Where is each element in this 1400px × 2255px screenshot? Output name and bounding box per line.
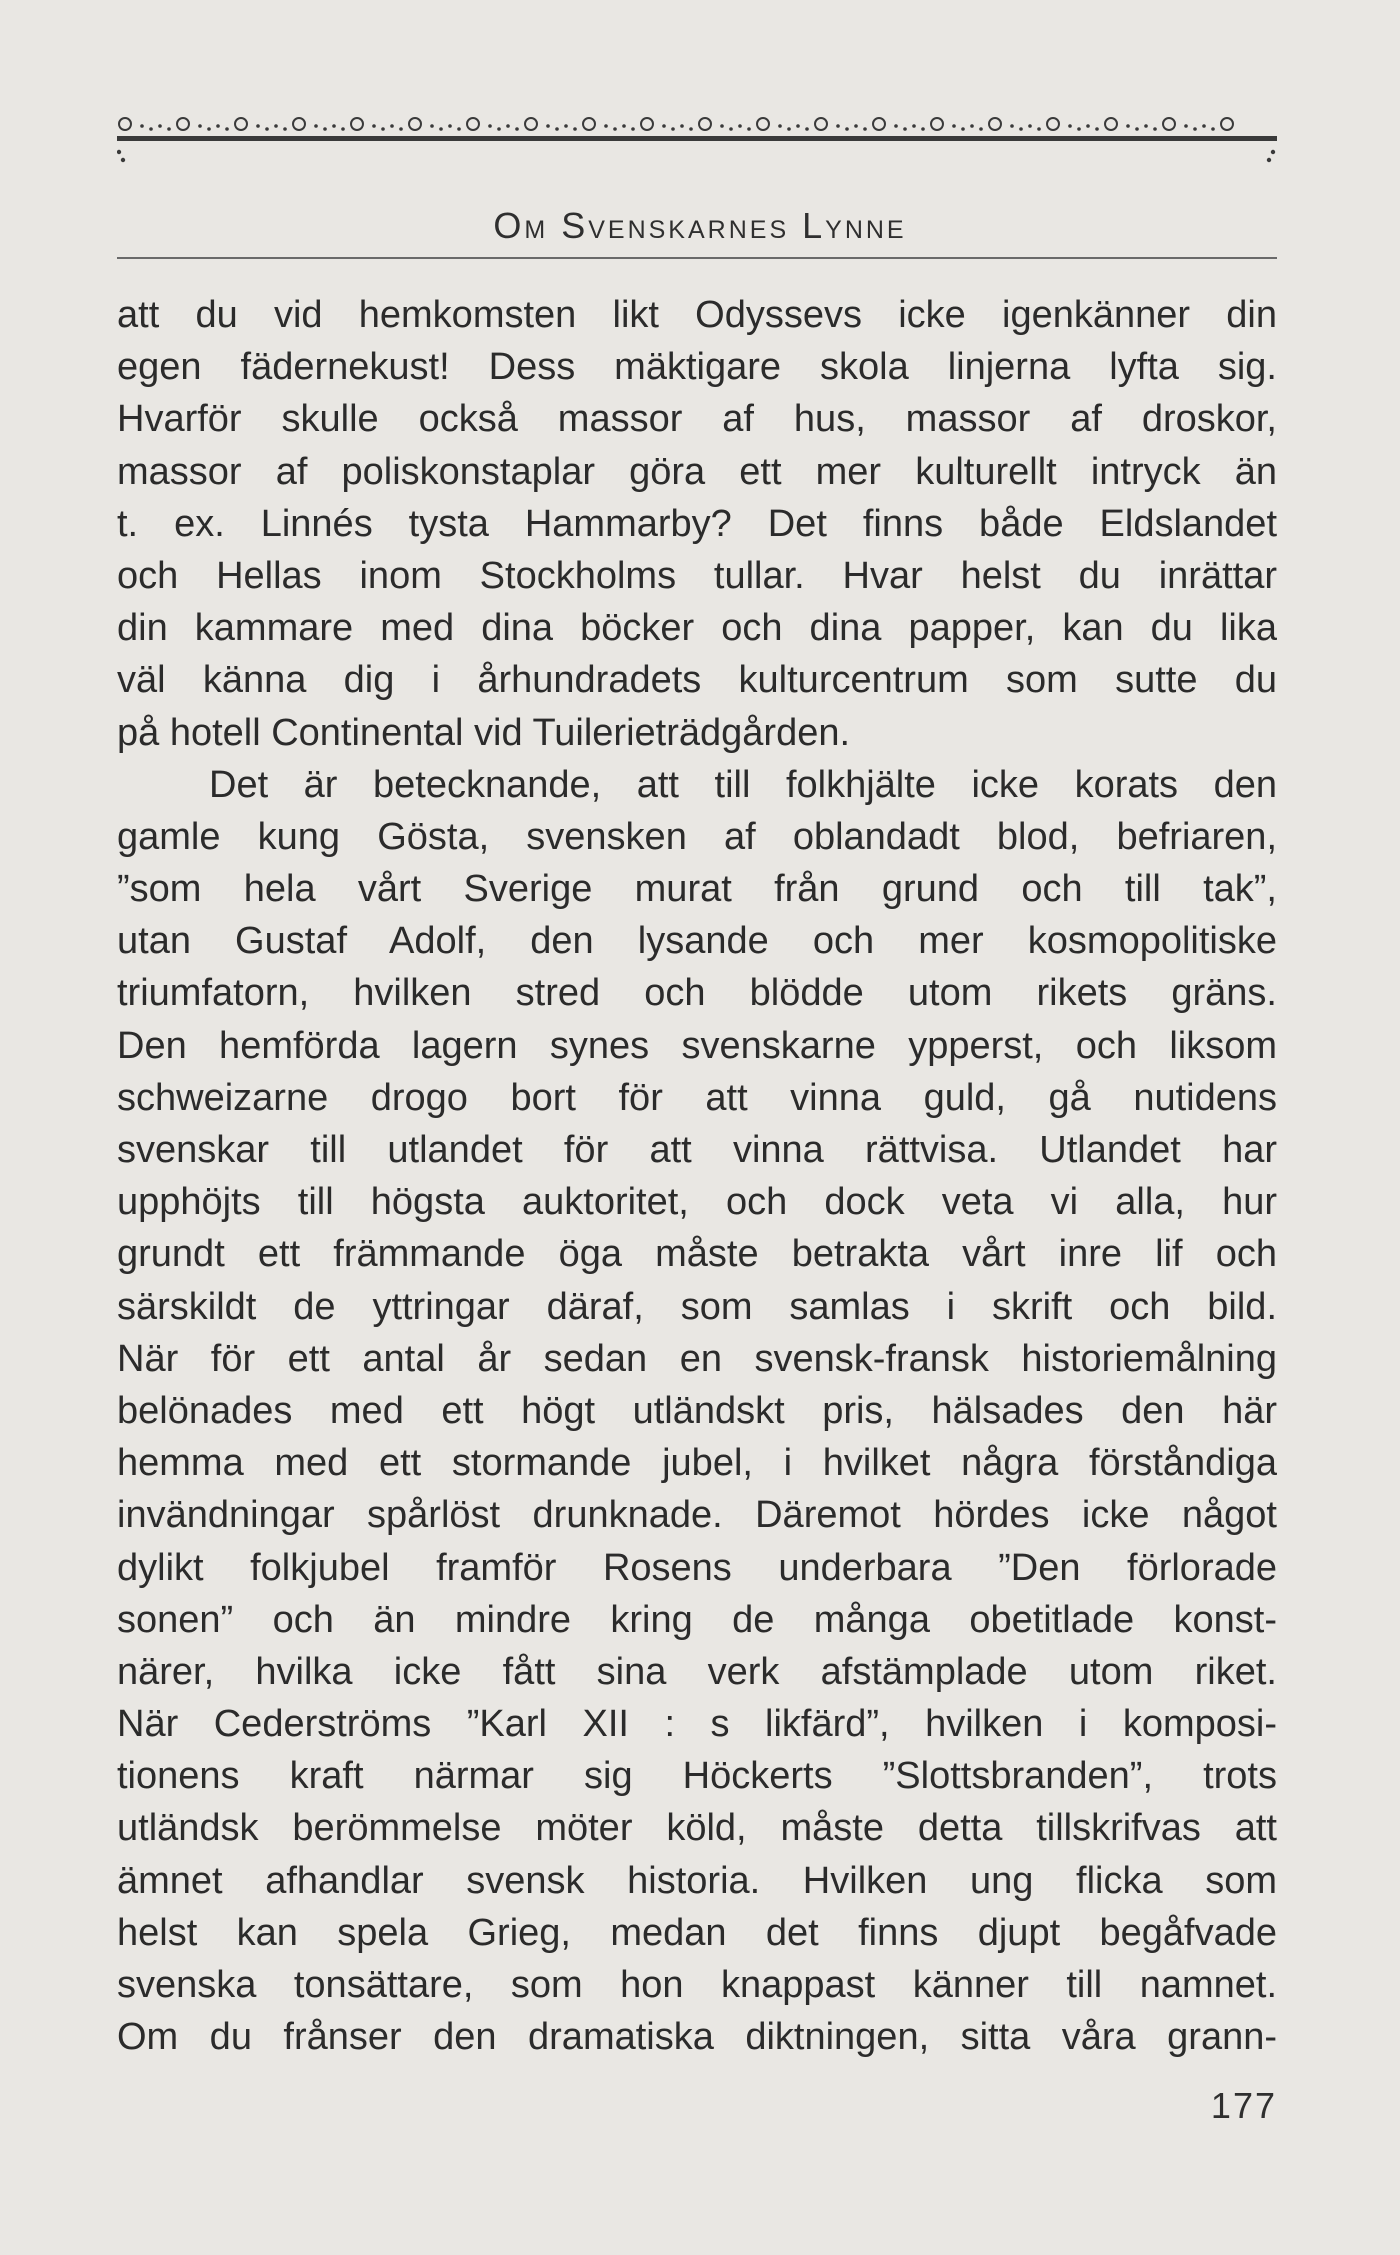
text-line: egen fädernekust! Dess mäktigare skola linjerna lyfta sig. <box>117 346 1277 389</box>
ornament-dot <box>1019 127 1023 131</box>
text-line: invändningar spårlöst drunknade. Däremot hördes icke något <box>117 1494 1277 1537</box>
ornament-dot <box>573 127 577 131</box>
ornament-dot <box>564 124 568 128</box>
ornament-dot <box>1028 124 1032 128</box>
ornament-dot <box>1153 127 1157 131</box>
body-text <box>117 289 1277 2063</box>
ornament-dot <box>274 124 278 128</box>
ornament-dot <box>555 127 559 131</box>
text-line: utländsk berömmelse möter köld, måste detta tillskrifvas att <box>117 1807 1277 1850</box>
ornament-ring <box>815 118 827 130</box>
text-line: på hotell Continental vid Tuilerieträdgården. <box>117 711 851 754</box>
ornament-dot <box>912 124 916 128</box>
ornament-dot <box>854 124 858 128</box>
ornament-dot <box>631 127 635 131</box>
ornament-dot <box>1077 127 1081 131</box>
text-line: väl känna dig i århundradets kulturcentrum som sutte du <box>117 659 1277 702</box>
ornament-dot <box>1010 124 1014 128</box>
text-line: utan Gustaf Adolf, den lysande och mer kosmopolitiske <box>117 920 1277 963</box>
ornament-dot <box>622 124 626 128</box>
ornament-ring <box>641 118 653 130</box>
text-line: ämnet afhandlar svensk historia. Hvilken ung flicka som <box>117 1859 1277 1902</box>
decorative-header-border <box>117 108 1277 170</box>
text-line: När för ett antal år sedan en svensk-fransk historiemålning <box>117 1337 1277 1380</box>
ornament-dot <box>332 124 336 128</box>
ornament-ring <box>1047 118 1059 130</box>
text-line: Hvarför skulle också massor af hus, massor af droskor, <box>117 398 1277 441</box>
ornament-ring <box>351 118 363 130</box>
text-line: din kammare med dina böcker och dina papper, kan du lika <box>117 607 1277 650</box>
text-line: schweizarne drogo bort för att vinna guld, gå nutidens <box>117 1076 1277 1119</box>
text-line: att du vid hemkomsten likt Odyssevs icke igenkänner din <box>117 294 1277 336</box>
header-rule <box>117 257 1277 259</box>
ornament-dot <box>323 127 327 131</box>
ornament-ring <box>757 118 769 130</box>
text-line: svenskar till utlandet för att vinna rättvisa. Utlandet har <box>117 1129 1277 1171</box>
ornament-dot <box>457 127 461 131</box>
ornament-ring <box>525 118 537 130</box>
text-line: triumfatorn, hvilken stred och blödde utom rikets gräns. <box>117 972 1277 1015</box>
ornament-ring <box>931 118 943 130</box>
ornament-dot <box>140 124 144 128</box>
ornament-dot <box>399 127 403 131</box>
ornament-dot <box>381 127 385 131</box>
ornament-dot <box>613 127 617 131</box>
ornament-dot <box>158 124 162 128</box>
ornament-dot <box>216 124 220 128</box>
ornament-ring <box>583 118 595 130</box>
ornament-ring <box>409 118 421 130</box>
ornament-dot <box>738 124 742 128</box>
ornament-dot <box>863 127 867 131</box>
text-line: Om du frånser den dramatiska diktningen, sitta våra grann- <box>117 2016 1277 2059</box>
ornament-dot <box>720 124 724 128</box>
text-line: När Cederströms ”Karl XII : s likfärd”, hvilken i komposi- <box>117 1703 1277 1746</box>
text-line: särskildt de yttringar däraf, som samlas i skrift och bild. <box>117 1285 1277 1328</box>
ornament-dot <box>787 127 791 131</box>
ornament-border-graphic <box>117 108 1277 170</box>
running-title: Om Svenskarnes Lynne <box>493 205 907 246</box>
ornament-dot <box>1126 124 1130 128</box>
ornament-band <box>117 136 1277 141</box>
ornament-ring <box>1105 118 1117 130</box>
ornament-dot <box>662 124 666 128</box>
text-line: helst kan spela Grieg, medan det finns djupt begåfvade <box>117 1911 1277 1954</box>
ornament-dot <box>372 124 376 128</box>
ornament-dot <box>836 124 840 128</box>
ornament-dot <box>671 127 675 131</box>
text-line: massor af poliskonstaplar göra ett mer kulturellt intryck än <box>117 450 1277 493</box>
ornament-dot <box>198 124 202 128</box>
text-line: och Hellas inom Stockholms tullar. Hvar helst du inrättar <box>117 554 1277 597</box>
ornament-dot <box>488 124 492 128</box>
ornament-dot <box>845 127 849 131</box>
ornament-dot <box>1086 124 1090 128</box>
ornament-ring <box>467 118 479 130</box>
ornament-dot <box>1144 124 1148 128</box>
ornament-corner-dot <box>1271 150 1275 154</box>
ornament-dot <box>506 124 510 128</box>
ornament-dot <box>390 124 394 128</box>
text-line: tionens kraft närmar sig Höckerts ”Slottsbranden”, trots <box>117 1755 1277 1798</box>
ornament-dot <box>167 127 171 131</box>
ornament-dot <box>341 127 345 131</box>
ornament-dot <box>448 124 452 128</box>
ornament-dot <box>680 124 684 128</box>
ornament-dot <box>497 127 501 131</box>
ornament-dot <box>1037 127 1041 131</box>
ornament-dot <box>439 127 443 131</box>
ornament-dot <box>515 127 519 131</box>
ornament-dot <box>778 124 782 128</box>
text-line: belönades med ett högt utländskt pris, hälsades den här <box>117 1389 1277 1432</box>
ornament-dot <box>952 124 956 128</box>
text-line: sonen” och än mindre kring de många obetitlade konst- <box>117 1598 1277 1641</box>
ornament-dot <box>747 127 751 131</box>
ornament-dot <box>1135 127 1139 131</box>
ornament-ring <box>293 118 305 130</box>
text-line: gamle kung Gösta, svensken af oblandadt blod, befriaren, <box>117 815 1277 858</box>
text-line: svenska tonsättare, som hon knappast känner till namnet. <box>117 1964 1277 2006</box>
ornament-dot <box>689 127 693 131</box>
ornament-ring <box>177 118 189 130</box>
ornament-ring <box>989 118 1001 130</box>
ornament-dot <box>894 124 898 128</box>
text-line: grundt ett främmande öga måste betrakta vårt inre lif och <box>117 1233 1277 1276</box>
ornament-dot <box>314 124 318 128</box>
ornament-dot <box>265 127 269 131</box>
ornament-dot <box>225 127 229 131</box>
ornament-dot <box>805 127 809 131</box>
text-line: dylikt folkjubel framför Rosens underbara ”Den förlorade <box>117 1546 1277 1589</box>
ornament-dot <box>256 124 260 128</box>
text-line: upphöjts till högsta auktoritet, och dock veta vi alla, hur <box>117 1181 1277 1224</box>
text-line: närer, hvilka icke fått sina verk afstämplade utom riket. <box>117 1650 1277 1693</box>
paragraph-start-line: Det är betecknande, att till folkhjälte icke korats den <box>209 763 1277 806</box>
ornament-dot <box>1068 124 1072 128</box>
ornament-dot <box>283 127 287 131</box>
ornament-dot <box>149 127 153 131</box>
ornament-dot <box>903 127 907 131</box>
text-line: hemma med ett stormande jubel, i hvilket några förståndiga <box>117 1442 1277 1485</box>
ornament-ring <box>1163 118 1175 130</box>
ornament-dot <box>207 127 211 131</box>
ornament-corner-dot <box>121 158 125 162</box>
ornament-corner-dot <box>117 150 121 154</box>
ornament-ring <box>873 118 885 130</box>
ornament-dot <box>1193 127 1197 131</box>
ornament-dot <box>979 127 983 131</box>
ornament-dot <box>970 124 974 128</box>
ornament-corner-dot <box>1267 158 1271 162</box>
ornament-dot <box>1184 124 1188 128</box>
ornament-dot <box>1211 127 1215 131</box>
ornament-dot <box>729 127 733 131</box>
text-line: Den hemförda lagern synes svenskarne ypperst, och liksom <box>117 1024 1277 1067</box>
ornament-ring <box>699 118 711 130</box>
ornament-dot <box>921 127 925 131</box>
ornament-dot <box>546 124 550 128</box>
text-line: ”som hela vårt Sverige murat från grund och till tak”, <box>117 868 1277 911</box>
ornament-ring <box>1221 118 1233 130</box>
ornament-dot <box>604 124 608 128</box>
page-number: 177 <box>1210 2085 1277 2126</box>
ornament-dot <box>1095 127 1099 131</box>
text-line: t. ex. Linnés tysta Hammarby? Det finns både Eldslandet <box>117 502 1277 545</box>
ornament-ring <box>235 118 247 130</box>
ornament-dot <box>961 127 965 131</box>
ornament-dot <box>1202 124 1206 128</box>
ornament-dot <box>796 124 800 128</box>
ornament-dot <box>430 124 434 128</box>
ornament-ring <box>119 118 131 130</box>
